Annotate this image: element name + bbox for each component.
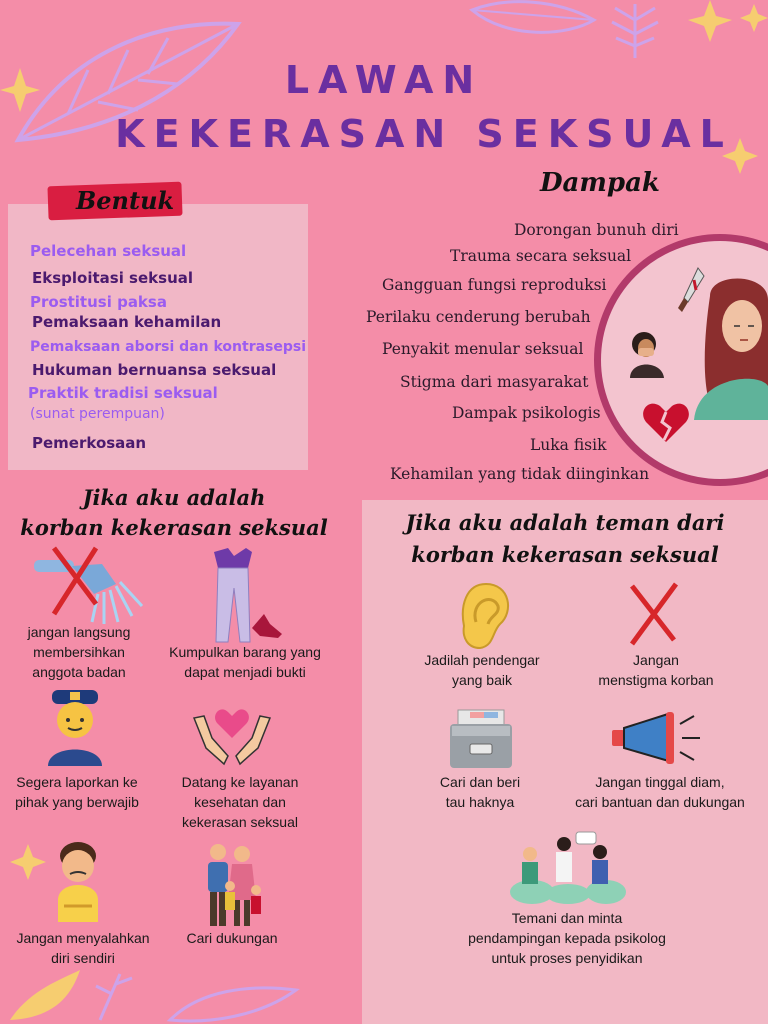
teman-caption: Jangan tinggal diam, cari bantuan dan dukungan bbox=[575, 774, 745, 810]
card-box-icon bbox=[448, 708, 514, 770]
korban-caption: Segera laporkan ke pihak yang berwajib bbox=[15, 774, 139, 810]
teman-caption: Cari dan beri tau haknya bbox=[439, 774, 521, 810]
sad-child-icon bbox=[52, 840, 106, 926]
teman-heading-line1: Jika aku adalah teman dari bbox=[405, 510, 725, 535]
korban-caption: jangan langsung membersihkan anggota badan bbox=[27, 624, 131, 680]
leaf-decoration-top-right-icon bbox=[468, 0, 598, 40]
teman-caption: Jangan menstigma korban bbox=[598, 652, 714, 688]
dampak-item: Stigma dari masyarakat bbox=[400, 373, 589, 391]
fern-decoration-icon bbox=[600, 0, 670, 60]
bentuk-item: Eksploitasi seksual bbox=[32, 269, 194, 287]
dampak-item: Kehamilan yang tidak diinginkan bbox=[390, 465, 650, 483]
bentuk-item: (sunat perempuan) bbox=[30, 406, 165, 422]
leaf-decoration-bottom-left-icon bbox=[0, 960, 300, 1024]
police-officer-icon bbox=[44, 688, 106, 766]
bentuk-heading: Bentuk bbox=[76, 186, 175, 215]
korban-caption: Datang ke layanan kesehatan dan kekerasan seksual bbox=[181, 774, 299, 830]
dampak-item: Dorongan bunuh diri bbox=[514, 221, 679, 239]
dampak-item: Dampak psikologis bbox=[452, 404, 601, 422]
bentuk-item: Pemaksaan aborsi dan kontrasepsi bbox=[30, 339, 307, 355]
star-flower-icon bbox=[8, 842, 48, 882]
bentuk-item: Pemaksaan kehamilan bbox=[32, 313, 222, 331]
dampak-item: Penyakit menular seksual bbox=[382, 340, 584, 358]
bentuk-item: Pelecehan seksual bbox=[30, 242, 187, 260]
ear-icon bbox=[456, 582, 514, 650]
teman-heading-line2: korban kekerasan seksual bbox=[411, 542, 719, 567]
counseling-icon bbox=[508, 830, 628, 904]
teman-caption: Temani dan minta pendampingan kepada psikolog untuk proses penyidikan bbox=[468, 910, 666, 966]
clothes-evidence-icon bbox=[204, 548, 284, 644]
sad-woman-illustration-icon bbox=[690, 276, 768, 420]
red-x-icon bbox=[624, 580, 682, 646]
crying-woman-icon bbox=[624, 330, 668, 378]
dampak-heading: Dampak bbox=[540, 168, 660, 198]
korban-heading-line2: korban kekerasan seksual bbox=[20, 515, 328, 540]
korban-caption: Cari dukungan bbox=[186, 930, 278, 946]
dampak-item: Luka fisik bbox=[530, 436, 607, 454]
page-title-line1: LAWAN bbox=[284, 58, 484, 102]
bentuk-item: Pemerkosaan bbox=[32, 434, 147, 452]
page-title-line2: KEKERASAN SEKSUAL bbox=[115, 112, 733, 156]
megaphone-icon bbox=[610, 712, 704, 764]
bentuk-item: Hukuman bernuansa seksual bbox=[32, 361, 277, 379]
bentuk-item: Prostitusi paksa bbox=[30, 293, 167, 311]
bentuk-item: Praktik tradisi seksual bbox=[28, 384, 218, 402]
dampak-item: Perilaku cenderung berubah bbox=[366, 308, 591, 326]
korban-caption: Jangan menyalahkan diri sendiri bbox=[16, 930, 150, 966]
family-icon bbox=[200, 840, 266, 928]
star-flower-icon bbox=[680, 0, 768, 44]
hands-heart-icon bbox=[190, 698, 274, 768]
shower-crossed-icon bbox=[32, 544, 144, 626]
dampak-item: Trauma secara seksual bbox=[450, 247, 632, 265]
teman-caption: Jadilah pendengar yang baik bbox=[424, 652, 540, 688]
broken-heart-icon bbox=[642, 400, 690, 444]
korban-heading-line1: Jika aku adalah bbox=[82, 485, 266, 510]
korban-caption: Kumpulkan barang yang dapat menjadi bukti bbox=[169, 644, 321, 680]
dampak-item: Gangguan fungsi reproduksi bbox=[382, 276, 607, 294]
